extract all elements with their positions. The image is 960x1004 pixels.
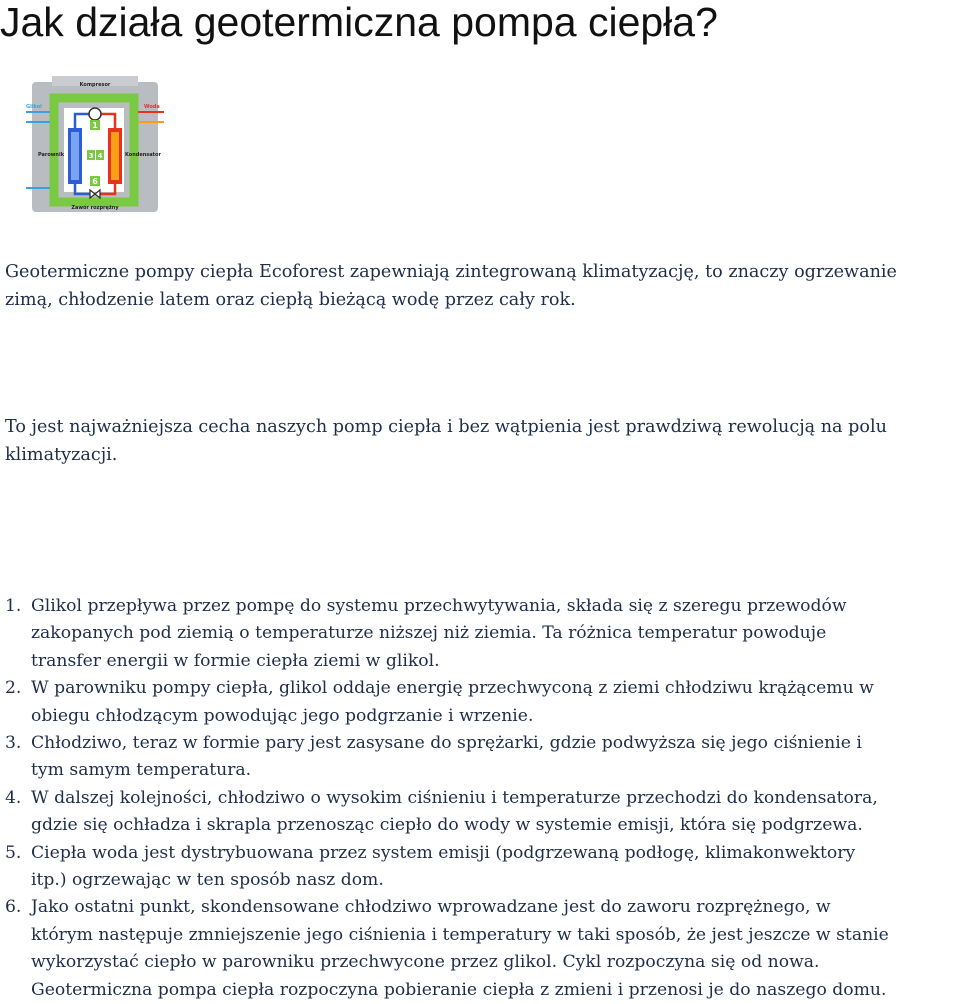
step-number: 1. [5, 596, 22, 616]
paragraph-line: To jest najważniejsza cecha naszych pomp ciepła i bez wątpienia jest prawdziwą rewolucją na polu [5, 417, 887, 437]
label-evaporator: Parownik [38, 152, 65, 158]
label-condenser: Kondensator [125, 152, 161, 158]
list-item-step-6 [5, 894, 889, 1004]
step-line: zakopanych pod ziemią o temperaturze niższej niż ziemia. Ta różnica temperatur powoduje [31, 623, 827, 644]
list-item-step-1 [5, 593, 889, 675]
paragraph-line: zimą, chłodzenie latem oraz ciepłą bieżącą wodę przez cały rok. [5, 290, 576, 311]
condenser-inner [111, 132, 119, 180]
paragraph-feature [5, 413, 887, 470]
number-3: 3 [88, 152, 94, 160]
paragraph-intro [5, 258, 897, 315]
step-number: 5. [5, 842, 22, 863]
number-1: 1 [92, 121, 98, 130]
step-line: Ciepła woda jest dystrybuowana przez system emisji (podgrzewaną podłogę, klimakonwektory [31, 842, 856, 863]
list-item-step-5 [5, 840, 889, 895]
step-line: tym samym temperatura. [31, 760, 252, 781]
step-line: Glikol przepływa przez pompę do systemu przechwytywania, składa się z szeregu przewodów [31, 596, 847, 616]
step-line: obiegu chłodzącym powodując jego podgrzanie i wrzenie. [31, 705, 534, 726]
number-4: 4 [97, 152, 103, 160]
step-line: transfer energii w formie ciepła ziemi w glikol. [31, 650, 440, 671]
step-number: 6. [5, 897, 22, 918]
evaporator-inner [71, 132, 79, 180]
label-valve: Zawór rozprężny [71, 205, 119, 211]
label-glycol: Glikol [26, 104, 42, 110]
number-6: 6 [92, 177, 98, 186]
step-line: W parowniku pompy ciepła, glikol oddaje energię przechwyconą z ziemi chłodziwu krążącemu w [31, 678, 874, 699]
heat-pump-diagram [24, 76, 166, 216]
list-item-step-4 [5, 785, 889, 840]
paragraph-line: klimatyzacji. [5, 445, 118, 466]
step-line: Chłodziwo, teraz w formie pary jest zasysane do sprężarki, gdzie podwyższa się jego ciśnienie i [31, 733, 862, 754]
compressor-icon [89, 108, 101, 120]
step-number: 2. [5, 678, 22, 699]
step-line: gdzie się ochładza i skrapla przenosząc ciepło do wody w systemie emisji, która się podgrzewa. [31, 815, 863, 836]
step-line: W dalszej kolejności, chłodziwo o wysokim ciśnieniu i temperaturze przechodzi do kondensatora, [31, 787, 878, 808]
page-title: Jak działa geotermiczna pompa ciepła? [0, 0, 718, 45]
step-number: 4. [5, 787, 22, 808]
list-item-step-3 [5, 730, 889, 785]
step-line: Geotermiczna pompa ciepła rozpoczyna pobieranie ciepła z zmieni i przenosi je do naszego domu. [31, 979, 887, 1000]
step-line: itp.) ogrzewając w ten sposób nasz dom. [31, 870, 384, 891]
step-number: 3. [5, 733, 22, 754]
list-item-step-2 [5, 675, 889, 730]
label-water: Woda [144, 104, 160, 110]
label-compressor: Kompresor [79, 82, 111, 88]
step-line: wykorzystać ciepło w parowniku przechwycone przez glikol. Cykl rozpoczyna się od nowa. [31, 952, 820, 973]
paragraph-line: Geotermiczne pompy ciepła Ecoforest zapewniają zintegrowaną klimatyzację, to znaczy ogrzewanie [5, 262, 897, 282]
step-line: Jako ostatni punkt, skondensowane chłodziwo wprowadzane jest do zaworu rozprężnego, w [31, 897, 831, 918]
step-line: którym następuje zmniejszenie jego ciśnienia i temperatury w taki sposób, że jest jeszcze w stanie [31, 924, 889, 945]
steps-list [5, 593, 889, 1004]
